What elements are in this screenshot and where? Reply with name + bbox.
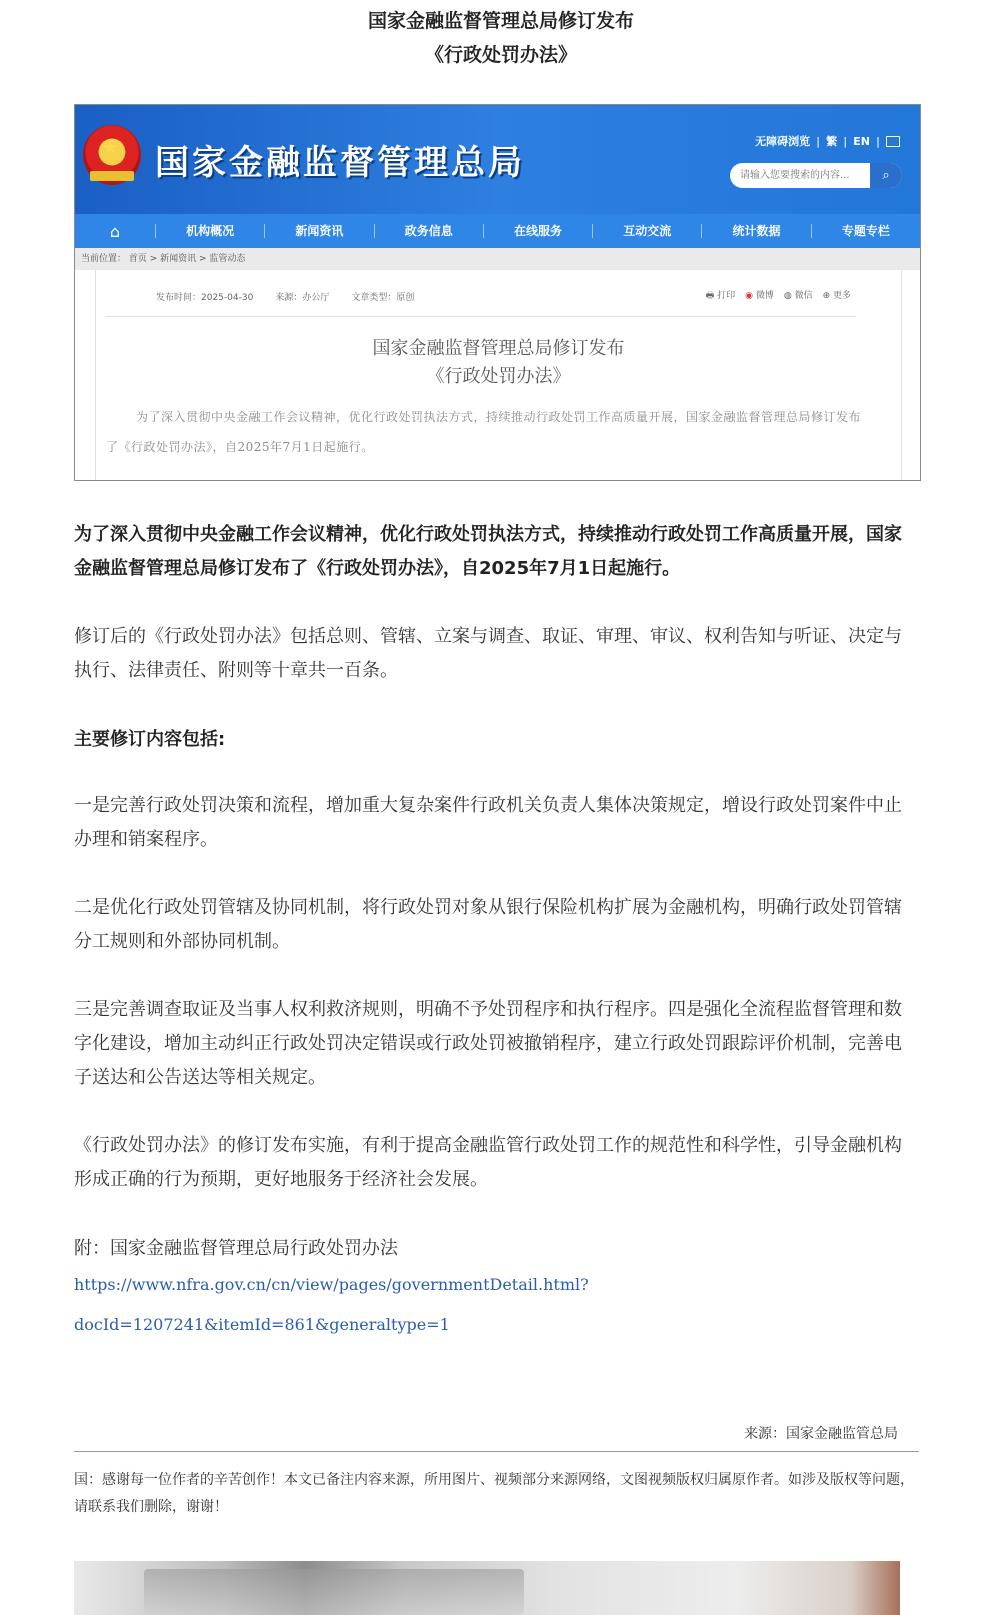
national-emblem-icon: ★: [83, 125, 141, 185]
article-type: 文章类型：原创: [351, 293, 415, 303]
mail-icon[interactable]: [886, 136, 900, 147]
main-nav: [75, 214, 920, 248]
inner-title-line1: 国家金融监督管理总局修订发布: [372, 338, 625, 359]
paragraph-revision-2: 二是优化行政处罚管辖及协同机制，将行政处罚对象从银行保险机构扩展为金融机构，明确行政处罚管辖分工规则和外部协同机制。: [74, 897, 902, 952]
article-title-line2: 《行政处罚办法》: [424, 44, 577, 66]
divider: [106, 316, 856, 317]
breadcrumb: 当前位置： 首页 > 新闻资讯 > 监管动态: [75, 248, 920, 270]
attachment-link-part2[interactable]: docId=1207241&itemId=861&generaltype=1: [74, 1315, 450, 1334]
source-credit: 来源：国家金融监管总局: [744, 1426, 898, 1442]
nav-item-online-services[interactable]: 在线服务: [483, 224, 592, 238]
share-bar: [706, 288, 851, 304]
print-button[interactable]: 🖶 打印: [705, 291, 736, 301]
nav-item-news[interactable]: 新闻资讯: [264, 224, 373, 238]
paragraph-revision-3-4: 三是完善调查取证及当事人权利救济规则，明确不予处罚程序和执行程序。四是强化全流程监督管理和数字化建设，增加主动纠正行政处罚决定错误或行政处罚被撤销程序，建立行政处罚跟踪评价机制，完善电子送达和公告送达等相关规定。: [74, 999, 902, 1088]
weibo-button[interactable]: ◉ 微博: [745, 291, 774, 301]
site-name: 国家金融监督管理总局: [155, 143, 525, 183]
search-box: [730, 163, 902, 188]
nav-item-government-info[interactable]: 政务信息: [374, 224, 483, 238]
accessibility-link[interactable]: 无障碍浏览: [755, 135, 811, 148]
bottom-image: [74, 1561, 900, 1615]
divider-line: [74, 1451, 919, 1452]
publish-date: 发布时间：2025-04-30: [156, 293, 254, 303]
subheading-main-revisions: 主要修订内容包括:: [74, 729, 226, 750]
paragraph-conclusion: 《行政处罚办法》的修订发布实施，有利于提高金融监管行政处罚工作的规范性和科学性，引导金融机构形成正确的行为预期，更好地服务于经济社会发展。: [74, 1135, 902, 1190]
wechat-button[interactable]: ◍ 微信: [783, 291, 813, 301]
english-link[interactable]: EN: [853, 134, 870, 148]
nav-item-statistics[interactable]: 统计数据: [701, 224, 810, 238]
article-meta: [156, 290, 414, 303]
paragraph-structure: 修订后的《行政处罚办法》包括总则、管辖、立案与调查、取证、审理、审议、权利告知与听证、决定与执行、法律责任、附则等十章共一百条。: [74, 626, 902, 681]
site-banner: [75, 105, 920, 214]
meta-source: 来源：办公厅: [275, 293, 330, 303]
nav-item-topics[interactable]: 专题专栏: [811, 224, 920, 238]
attachment-label: 附：国家金融监督管理总局行政处罚办法: [74, 1238, 398, 1259]
embedded-website-screenshot: [74, 104, 921, 481]
traditional-chinese-link[interactable]: 繁: [826, 135, 838, 148]
nav-item-about[interactable]: 机构概况: [155, 224, 264, 238]
top-links: 无障碍浏览 | 繁 | EN |: [755, 133, 900, 149]
attachment-link-part1[interactable]: https://www.nfra.gov.cn/cn/view/pages/governmentDetail.html?: [74, 1275, 589, 1294]
inner-paragraph: 为了深入贯彻中央金融工作会议精神，优化行政处罚执法方式，持续推动行政处罚工作高质量开展，国家金融监督管理总局修订发布了《行政处罚办法》，自2025年7月1日起施行。: [106, 410, 862, 454]
search-icon[interactable]: ⌕: [870, 163, 902, 188]
lead-paragraph: 为了深入贯彻中央金融工作会议精神，优化行政处罚执法方式，持续推动行政处罚工作高质量开展，国家金融监督管理总局修订发布了《行政处罚办法》，自2025年7月1日起施行。: [74, 524, 902, 579]
article-title-line1: 国家金融监督管理总局修订发布: [367, 10, 634, 32]
paragraph-revision-1: 一是完善行政处罚决策和流程，增加重大复杂案件行政机关负责人集体决策规定，增设行政处罚案件中止办理和销案程序。: [74, 795, 902, 850]
inner-title-line2: 《行政处罚办法》: [426, 366, 571, 387]
nav-item-interaction[interactable]: 互动交流: [592, 224, 701, 238]
home-icon[interactable]: ⌂: [109, 221, 121, 241]
more-button[interactable]: ⊕ 更多: [822, 291, 851, 301]
search-input[interactable]: [730, 163, 870, 188]
inner-article-area: [95, 270, 902, 481]
copyright-disclaimer: 国：感谢每一位作者的辛苦创作！本文已备注内容来源，所用图片、视频部分来源网络，文图视频版权归属原作者。如涉及版权等问题，请联系我们删除，谢谢！: [74, 1472, 914, 1515]
